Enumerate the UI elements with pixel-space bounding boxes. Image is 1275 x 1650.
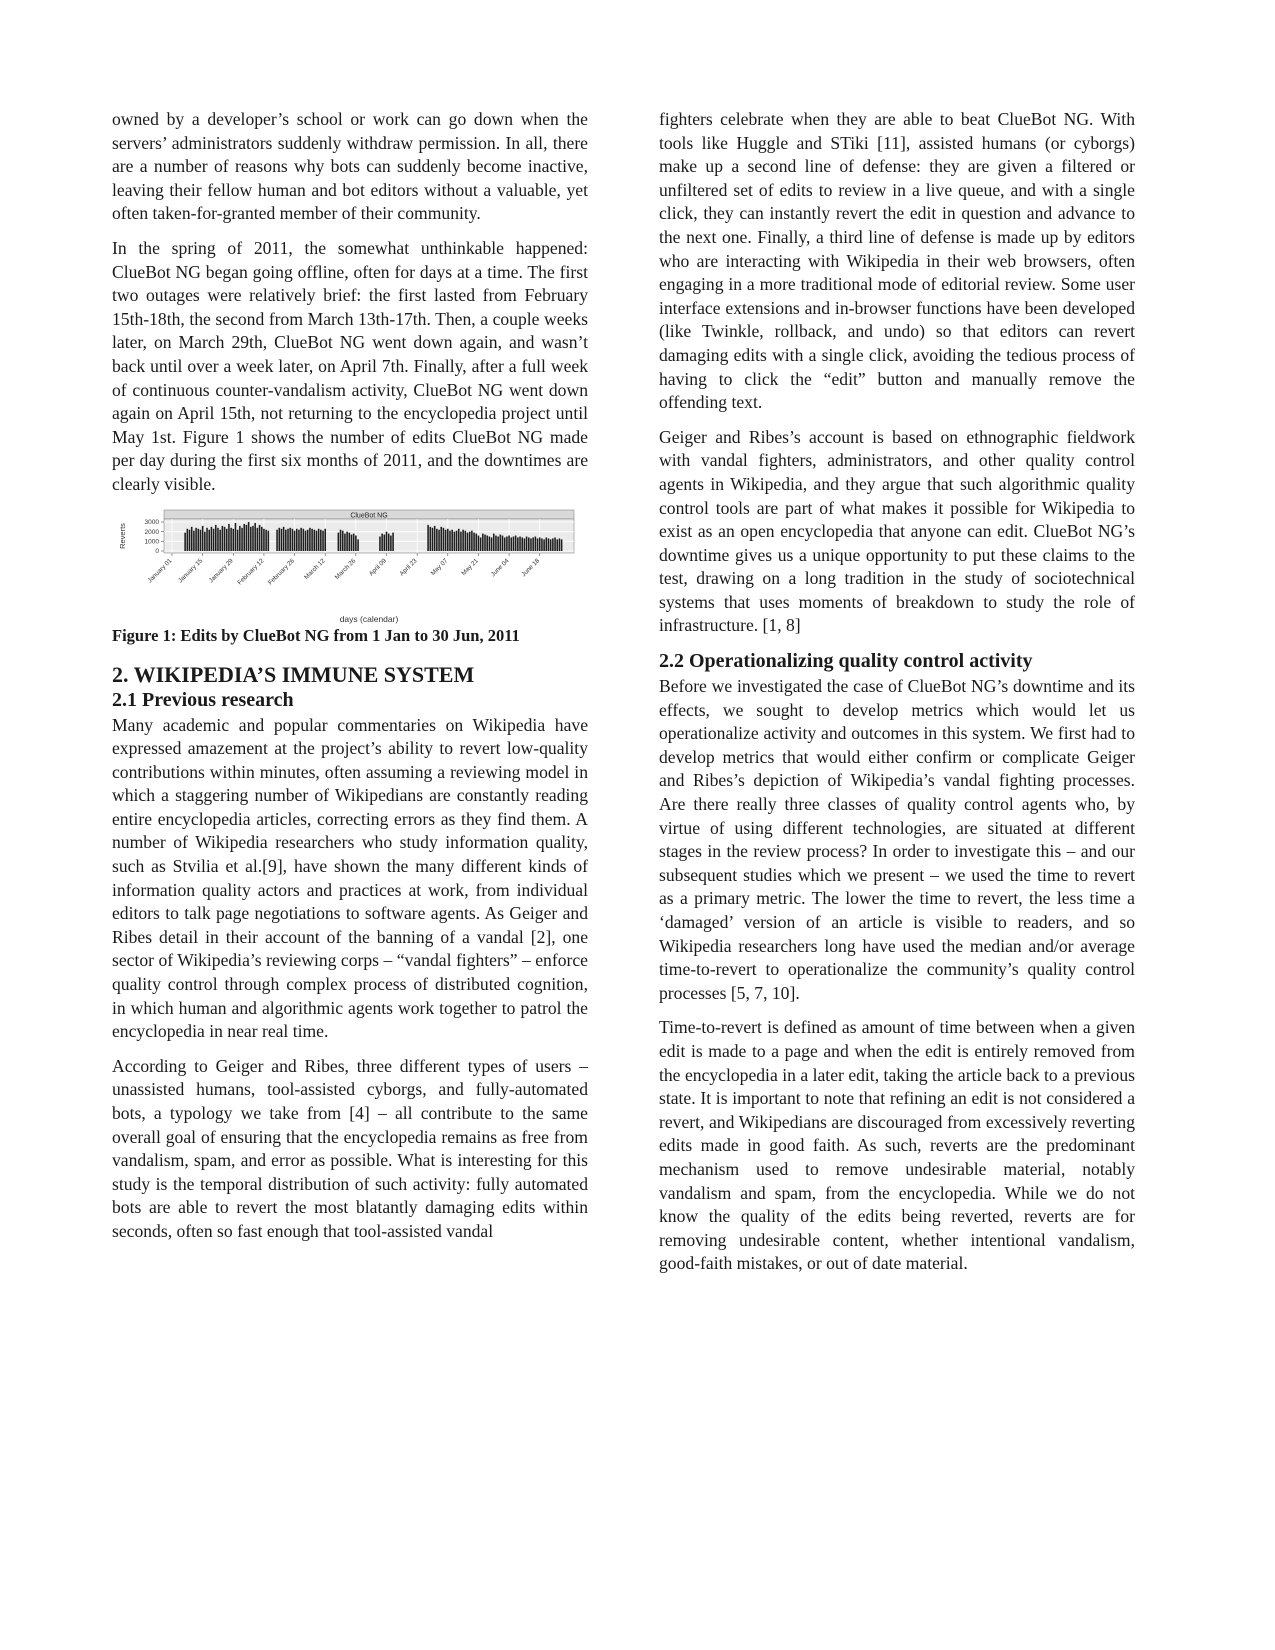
y-tick-label: 0 [155, 547, 159, 555]
figure-1 [112, 508, 588, 648]
bar [508, 535, 510, 550]
bar [340, 529, 342, 550]
bar [517, 537, 519, 551]
bar [532, 537, 534, 551]
bar [504, 537, 506, 551]
edits-bar-chart [112, 508, 588, 626]
paragraph: fighters celebrate when they are able to beat ClueBot NG. With tools like Huggle and STiki [11], assisted humans (or cyborgs) make up a second line of defense: they are given a filtered or unfiltered set of edits to review in a live queue, and with a single click, they can instantly revert the edit in question and advance to the next one. Finally, a third line of defense is made up by editors who are interacting with Wikipedia in their web browsers, often engaging in a more traditional mode of editorial review. Some user interface extensions and in-browser functions have been developed (like Twinkle, rollback, and undo) so that editors can revert damaging edits with a single click, avoiding the tedious process of having to click the “edit” button and manually remove the offending text. [659, 109, 1135, 413]
bar [353, 533, 355, 550]
bar [237, 529, 239, 550]
bar [211, 526, 213, 550]
bar [189, 529, 191, 550]
bar [226, 528, 228, 550]
bar [191, 526, 193, 550]
bar [248, 522, 250, 551]
x-tick-label: February 12 [236, 556, 266, 586]
bar [241, 527, 243, 550]
x-axis-label: days (calendar) [339, 613, 399, 624]
x-tick-label: June 04 [489, 556, 511, 578]
bar [342, 530, 344, 550]
bar [554, 537, 556, 551]
bar [434, 525, 436, 550]
bar [303, 528, 305, 550]
paragraph: Time-to-revert is defined as amount of time between when a given edit is made to a page and when the edit is entirely removed from the encyclopedia in a later edit, taking the article back to a previous state. It is important to note that refining an edit is not considered a revert, and Wikipedians are discouraged from excessively reverting edits made in good faith. As such, reverts are the predominant mechanism used to remove undesirable material, notably vandalism and spam, from the encyclopedia. While we do not know the quality of the edits being reverted, reverts are for removing undesirable content, whether intentional vandalism, good-faith mistakes, or out of date material. [659, 1017, 1135, 1274]
x-tick-label: February 26 [267, 556, 296, 586]
paragraph: Geiger and Ribes’s account is based on ethnographic fieldwork with vandal fighters, administrators, and other quality control agents in Wikipedia, and they argue that such algorithmic quality control tools are part of what makes it possible for Wikipedia to exist as an open encyclopedia that anyone can edit. ClueBot NG’s downtime gives us a unique opportunity to put these claims to the test, drawing on a long tradition in the study of sociotechnical systems that uses moments of breakdown to study the role of infrastructure. [1, 8] [659, 426, 1135, 636]
bar [548, 538, 550, 551]
bar [462, 529, 464, 550]
bar [309, 527, 311, 550]
bar [443, 527, 445, 550]
bar [484, 534, 486, 550]
y-tick-label: 1000 [144, 538, 159, 546]
bar [292, 528, 294, 550]
bar [307, 529, 309, 550]
bar [491, 537, 493, 551]
bar [239, 525, 241, 550]
bar [506, 536, 508, 551]
bar [513, 536, 515, 551]
bar [524, 538, 526, 551]
bar [388, 533, 390, 550]
bar [357, 539, 359, 551]
bar [184, 532, 186, 550]
bar [430, 526, 432, 550]
y-tick-label: 2000 [144, 528, 159, 536]
bar [344, 533, 346, 550]
bar [386, 531, 388, 550]
bar [259, 524, 261, 550]
bar [222, 525, 224, 550]
bar [465, 530, 467, 550]
subsection-title: 2.2 Operationalizing quality control activity [659, 650, 1033, 673]
bar [318, 528, 320, 550]
bar [500, 534, 502, 550]
bar [281, 528, 283, 550]
left-column [112, 108, 588, 1244]
bar [486, 535, 488, 550]
bar [217, 527, 219, 550]
bar [473, 532, 475, 550]
bar [254, 522, 256, 550]
bar [324, 528, 326, 550]
x-tick-label: January 01 [146, 556, 174, 584]
bar [283, 526, 285, 550]
paragraph: Many academic and popular commentaries on Wikipedia have expressed amazement at the project’s ability to revert low-quality contributions within minutes, often assuming a reviewing model in which a staggering number of Wikipedians are constantly reading entire encyclopedia articles, correcting errors as they find them. A number of Wikipedia researchers who study information quality, such as Stvilia et al.[9], have shown the many different kinds of information quality actors and practices at work, from individual editors to talk page negotiations to software agents. As Geiger and Ribes detail in their account of the banning of a vandal [2], one sector of Wikipedia’s reviewing corps – “vandal fighters” – enforce quality control through complex process of distributed cognition, in which human and algorithmic agents work together to patrol the encyclopedia in near real time. [112, 714, 588, 1042]
bar [526, 536, 528, 551]
bar [338, 532, 340, 550]
bar [193, 530, 195, 550]
bar [438, 529, 440, 550]
paragraph: In the spring of 2011, the somewhat unthinkable happened: ClueBot NG began going offline, often for days at a time. The first two outages were relatively brief: the first lasted from February 15th-18th, the second from March 13th-17th. Then, a couple weeks later, on March 29th, ClueBot NG went down again, and wasn’t back until over a week later, on April 7th. Finally, after a full week of continuous counter-vandalism activity, ClueBot NG went down again on April 15th, not returning to the encyclopedia project until May 1st. Figure 1 shows the number of edits ClueBot NG made per day during the first six months of 2011, and the downtimes are clearly visible. [112, 237, 588, 494]
bar [257, 527, 259, 550]
bar [206, 527, 208, 550]
bar [320, 529, 322, 550]
bar [208, 529, 210, 550]
bar [471, 530, 473, 550]
bar [467, 532, 469, 550]
bar [561, 539, 563, 551]
bar [268, 530, 270, 550]
bar [233, 528, 235, 550]
bar [502, 535, 504, 550]
bar [322, 530, 324, 550]
bar [250, 526, 252, 550]
bar [489, 536, 491, 551]
x-tick-label: January 29 [207, 556, 235, 584]
bar [546, 537, 548, 551]
bar [316, 530, 318, 550]
bar [510, 537, 512, 551]
x-tick-label: March 26 [333, 556, 358, 581]
bar [449, 530, 451, 550]
bar [243, 523, 245, 550]
bar [521, 537, 523, 551]
y-axis-label: Reverts [118, 522, 127, 549]
bar [305, 530, 307, 550]
bar [285, 529, 287, 550]
bar [204, 531, 206, 550]
chart-panel [164, 519, 574, 553]
bar [252, 525, 254, 550]
bar [289, 527, 291, 550]
bar [454, 531, 456, 550]
paragraph: Before we investigated the case of ClueBot NG’s downtime and its effects, we sought to develop metrics which would let us operationalize activity and outcomes in this system. We first had to develop metrics that would either confirm or complicate Geiger and Ribes’s depiction of Wikipedia’s vandal fighting processes. Are there really three classes of quality control agents who, by virtue of using different technologies, are situated at different stages in the review process? In order to investigate this – and our subsequent studies which we present – we used the time to revert as a primary metric. The lower the time to revert, the less time a ‘damaged’ version of an article is visible to readers, and so Wikipedia researchers long have used the median and/or average time-to-revert to operationalize the community’s quality control processes [5, 7, 10]. [659, 676, 1135, 1003]
bar [451, 529, 453, 550]
bar [456, 530, 458, 550]
bar [296, 528, 298, 550]
chart-title: ClueBot NG [350, 512, 388, 519]
bar [445, 529, 447, 550]
bar [390, 535, 392, 550]
right-column [659, 108, 1135, 1276]
x-tick-label: May 07 [429, 556, 450, 577]
bar [200, 529, 202, 550]
bar [276, 529, 278, 550]
bar [460, 531, 462, 550]
bar [493, 533, 495, 550]
bar [552, 538, 554, 551]
bar [392, 532, 394, 550]
bar [482, 533, 484, 550]
bar [230, 527, 232, 550]
bar [475, 533, 477, 550]
bar [287, 528, 289, 550]
x-tick-label: April 09 [367, 556, 388, 578]
bar [300, 527, 302, 550]
bar [528, 537, 530, 551]
bar [495, 535, 497, 550]
figure-caption: Figure 1: Edits by ClueBot NG from 1 Jan to 30 Jun, 2011 [112, 625, 520, 645]
bar [246, 524, 248, 550]
bar [351, 534, 353, 550]
bar [469, 531, 471, 550]
subsection-title: 2.1 Previous research [112, 688, 294, 711]
bar [197, 528, 199, 550]
x-tick-label: May 21 [460, 556, 480, 577]
y-tick-label: 3000 [144, 518, 159, 526]
bar [436, 528, 438, 550]
bar [202, 525, 204, 550]
bar [219, 529, 221, 550]
bar [298, 529, 300, 550]
bar [537, 538, 539, 551]
bar [478, 535, 480, 550]
bar [263, 528, 265, 550]
bar [265, 529, 267, 550]
bar [543, 539, 545, 551]
bar [228, 523, 230, 550]
bar [515, 535, 517, 550]
x-tick-label: January 15 [177, 556, 205, 584]
bar [187, 528, 189, 550]
bar [213, 528, 215, 550]
bar [535, 536, 537, 551]
bar [530, 538, 532, 551]
bar [349, 532, 351, 550]
paragraph: According to Geiger and Ribes, three different types of users – unassisted humans, tool-assisted cyborgs, and fully-automated bots, a typology we take from [4] – all contribute to the same overall goal of ensuring that the encyclopedia remains as free from vandalism, spam, and error as possible. What is interesting for this study is the temporal distribution of such activity: fully automated bots are able to revert the most blatantly damaging edits within seconds, often so fast enough that tool-assisted vandal [112, 1055, 588, 1241]
bar [497, 536, 499, 551]
bar [458, 528, 460, 550]
bar [311, 528, 313, 550]
bar [539, 537, 541, 551]
bar [480, 537, 482, 551]
bar [541, 538, 543, 551]
bar [261, 526, 263, 550]
bar [278, 527, 280, 550]
bar [440, 526, 442, 550]
bar [550, 539, 552, 551]
bar [224, 526, 226, 550]
bar [432, 527, 434, 550]
bar [519, 536, 521, 551]
bar [313, 529, 315, 550]
x-tick-label: April 23 [398, 556, 419, 578]
x-tick-label: June 18 [520, 556, 542, 578]
bar [379, 536, 381, 551]
x-tick-label: March 12 [303, 556, 327, 581]
bar [381, 533, 383, 550]
bar [346, 531, 348, 550]
bar [195, 527, 197, 550]
bar [355, 535, 357, 550]
bar [556, 539, 558, 551]
bar [235, 522, 237, 550]
bar [427, 524, 429, 550]
bar [294, 530, 296, 550]
section-title: 2. WIKIPEDIA’S IMMUNE SYSTEM [112, 661, 475, 687]
bar [559, 538, 561, 551]
paragraph: owned by a developer’s school or work can go down when the servers’ administrators suddenly withdraw permission. In all, there are a number of reasons why bots can suddenly become inactive, leaving their fellow human and bot editors without a valuable, yet often taken-for-granted member of their community. [112, 109, 588, 224]
bar [215, 524, 217, 550]
bar [447, 528, 449, 550]
bar [384, 534, 386, 550]
